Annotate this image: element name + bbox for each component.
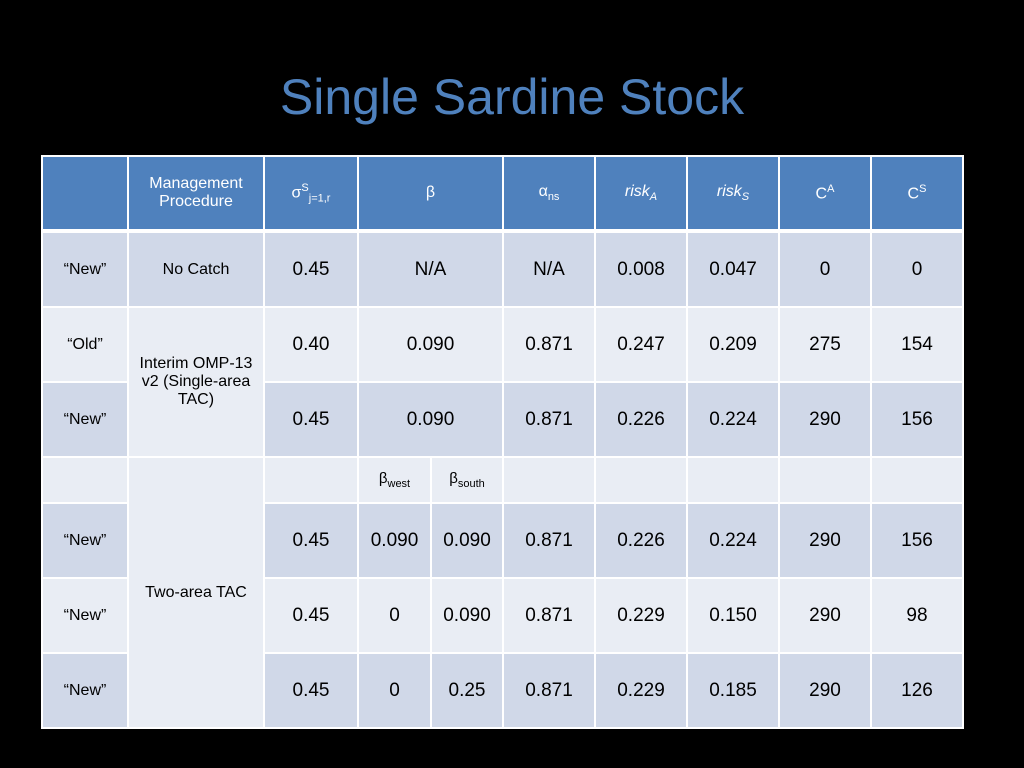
cell-ca: 290 bbox=[779, 503, 871, 578]
row-label: “New” bbox=[42, 382, 128, 457]
cell-risk-s: 0.185 bbox=[687, 653, 779, 728]
subheader-blank bbox=[779, 457, 871, 503]
row-label: “Old” bbox=[42, 307, 128, 382]
subheader-row bbox=[42, 457, 963, 503]
cell-cs: 126 bbox=[871, 653, 963, 728]
cell-alpha: 0.871 bbox=[503, 307, 595, 382]
cell-beta-south: 0.25 bbox=[431, 653, 503, 728]
cell-alpha: 0.871 bbox=[503, 653, 595, 728]
cell-risk-s: 0.224 bbox=[687, 503, 779, 578]
cell-alpha: N/A bbox=[503, 231, 595, 307]
table-row bbox=[42, 307, 963, 382]
cell-risk-a: 0.229 bbox=[595, 653, 687, 728]
row-label: “New” bbox=[42, 578, 128, 653]
cell-risk-s: 0.209 bbox=[687, 307, 779, 382]
cell-cs: 156 bbox=[871, 503, 963, 578]
cell-risk-a: 0.229 bbox=[595, 578, 687, 653]
procedure-no-catch: No Catch bbox=[128, 231, 264, 307]
cell-ca: 290 bbox=[779, 382, 871, 457]
cell-beta-west: 0.090 bbox=[358, 503, 431, 578]
cell-beta-west: 0 bbox=[358, 653, 431, 728]
cell-cs: 154 bbox=[871, 307, 963, 382]
subheader-blank bbox=[595, 457, 687, 503]
cell-risk-s: 0.150 bbox=[687, 578, 779, 653]
subheader-blank bbox=[503, 457, 595, 503]
cell-ca: 0 bbox=[779, 231, 871, 307]
row-label: “New” bbox=[42, 503, 128, 578]
cell-beta-south: 0.090 bbox=[431, 578, 503, 653]
header-blank bbox=[42, 156, 128, 231]
subheader-blank bbox=[871, 457, 963, 503]
cell-alpha: 0.871 bbox=[503, 382, 595, 457]
cell-sigma: 0.45 bbox=[264, 503, 358, 578]
cell-ca: 290 bbox=[779, 578, 871, 653]
header-sigma: $\sigma^S_{j=1,r}$ bbox=[264, 156, 358, 231]
cell-ca: 275 bbox=[779, 307, 871, 382]
cell-beta-south: 0.090 bbox=[431, 503, 503, 578]
subheader-beta-south: $\beta_{south}$ bbox=[431, 457, 503, 503]
header-risk-s: risk$_S$ bbox=[687, 156, 779, 231]
header-procedure: Management Procedure bbox=[128, 156, 264, 231]
cell-beta-west: 0 bbox=[358, 578, 431, 653]
header-alpha: $\alpha_{ns}$ bbox=[503, 156, 595, 231]
subheader-blank bbox=[687, 457, 779, 503]
cell-sigma: 0.45 bbox=[264, 382, 358, 457]
cell-ca: 290 bbox=[779, 653, 871, 728]
cell-alpha: 0.871 bbox=[503, 578, 595, 653]
row-label: “New” bbox=[42, 231, 128, 307]
cell-risk-s: 0.047 bbox=[687, 231, 779, 307]
procedure-two-area: Two-area TAC bbox=[128, 457, 264, 728]
cell-risk-s: 0.224 bbox=[687, 382, 779, 457]
header-risk-a: risk$_A$ bbox=[595, 156, 687, 231]
cell-sigma: 0.45 bbox=[264, 653, 358, 728]
subheader-blank bbox=[42, 457, 128, 503]
cell-risk-a: 0.247 bbox=[595, 307, 687, 382]
cell-risk-a: 0.226 bbox=[595, 382, 687, 457]
slide-title: Single Sardine Stock bbox=[279, 69, 745, 125]
header-row bbox=[42, 156, 963, 231]
cell-beta: 0.090 bbox=[358, 382, 503, 457]
row-label: “New” bbox=[42, 653, 128, 728]
cell-risk-a: 0.008 bbox=[595, 231, 687, 307]
cell-sigma: 0.40 bbox=[264, 307, 358, 382]
procedure-interim: Interim OMP-13 v2 (Single-area TAC) bbox=[128, 307, 264, 457]
header-ca: $C^A$ bbox=[779, 156, 871, 231]
results-table bbox=[41, 155, 964, 729]
header-beta: β bbox=[358, 156, 503, 231]
cell-cs: 0 bbox=[871, 231, 963, 307]
header-cs: $C^S$ bbox=[871, 156, 963, 231]
cell-beta: N/A bbox=[358, 231, 503, 307]
cell-sigma: 0.45 bbox=[264, 578, 358, 653]
subheader-blank bbox=[264, 457, 358, 503]
cell-beta: 0.090 bbox=[358, 307, 503, 382]
cell-alpha: 0.871 bbox=[503, 503, 595, 578]
subheader-beta-west: $\beta_{west}$ bbox=[358, 457, 431, 503]
cell-cs: 98 bbox=[871, 578, 963, 653]
table-row bbox=[42, 231, 963, 307]
cell-risk-a: 0.226 bbox=[595, 503, 687, 578]
cell-cs: 156 bbox=[871, 382, 963, 457]
cell-sigma: 0.45 bbox=[264, 231, 358, 307]
